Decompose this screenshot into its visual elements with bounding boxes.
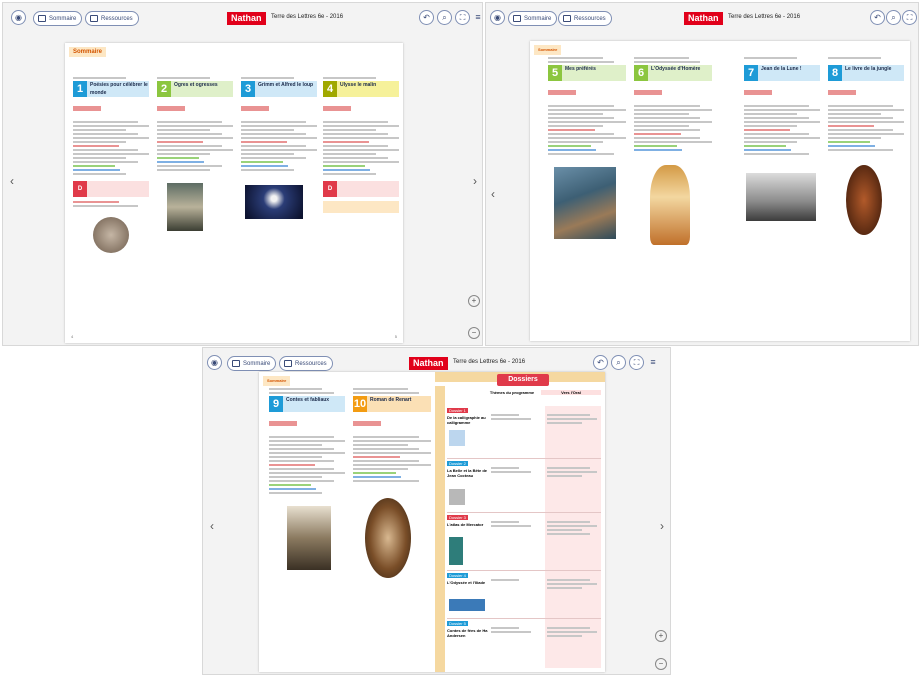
sommaire-button[interactable] bbox=[33, 11, 82, 26]
zoom-in-icon[interactable]: + bbox=[468, 295, 480, 307]
page-spread-1: Sommaire 1 Poésies pour célébrer le monde D 2 Ogres et ogresses 3 Grimm et Alfred le loup 4 Ulysse le malin D 4 5 bbox=[65, 43, 403, 343]
toolbar bbox=[486, 3, 918, 33]
illustration-image bbox=[365, 498, 411, 578]
chapter-heading[interactable]: 3 Grimm et Alfred le loup bbox=[241, 81, 317, 97]
book-icon[interactable]: ◉ bbox=[490, 10, 505, 25]
undo-icon[interactable]: ↶ bbox=[870, 10, 885, 25]
brand-logo: Nathan bbox=[684, 12, 723, 25]
chapter-heading[interactable]: 2 Ogres et ogresses bbox=[157, 81, 233, 97]
sommaire-button[interactable] bbox=[508, 11, 557, 26]
dossier-thumbnail bbox=[449, 537, 463, 565]
illustration-image bbox=[554, 167, 616, 239]
search-icon[interactable]: ⌕ bbox=[611, 355, 626, 370]
book-title: Terre des Lettres 6e - 2016 bbox=[271, 14, 344, 20]
ressources-label: Ressources bbox=[574, 16, 606, 22]
dossier-heading: D bbox=[73, 181, 149, 197]
page-spread-2 bbox=[530, 41, 910, 341]
viewer-panel-3 bbox=[202, 347, 671, 675]
list-icon bbox=[513, 15, 521, 22]
chevron-right-icon[interactable]: › bbox=[660, 519, 664, 533]
dossier-row[interactable]: Dossier 1 De la calligraphie au calligramme bbox=[447, 408, 601, 456]
ressources-button[interactable] bbox=[85, 11, 139, 26]
ressources-label: Ressources bbox=[295, 361, 327, 367]
folder-icon bbox=[90, 15, 98, 22]
dossier-row[interactable]: Dossier 5 Contes de fées de Ha Andersen bbox=[447, 618, 601, 669]
chapter-column bbox=[241, 75, 317, 219]
chapter-heading[interactable]: 4 Ulysse le malin bbox=[323, 81, 399, 97]
undo-icon[interactable]: ↶ bbox=[593, 355, 608, 370]
brand-logo: Nathan bbox=[409, 357, 448, 370]
chapter-column bbox=[323, 75, 399, 213]
illustration-image bbox=[245, 185, 303, 219]
page-tab: Sommaire bbox=[263, 376, 290, 386]
dossier-row[interactable]: Dossier 4 L'Odyssée et l'Iliade bbox=[447, 570, 601, 617]
book-title: Terre des Lettres 6e - 2016 bbox=[728, 14, 801, 20]
book-title: Terre des Lettres 6e - 2016 bbox=[453, 359, 526, 365]
fullscreen-icon[interactable]: ⛶ bbox=[629, 355, 644, 370]
ressources-button[interactable] bbox=[279, 356, 333, 371]
dossier-thumbnail bbox=[449, 430, 465, 446]
chevron-right-icon[interactable]: › bbox=[473, 174, 477, 188]
header-oral: Vers l'Oral bbox=[541, 390, 601, 395]
chapter-column bbox=[157, 75, 233, 231]
table-header bbox=[489, 390, 601, 406]
chapter-heading[interactable]: 5 Mes préférés bbox=[548, 65, 626, 81]
chapter-column bbox=[548, 55, 626, 239]
search-icon[interactable]: ⌕ bbox=[437, 10, 452, 25]
list-icon bbox=[38, 15, 46, 22]
chapter-heading[interactable]: 10 Roman de Renart bbox=[353, 396, 431, 412]
chapter-column bbox=[269, 386, 345, 570]
illustration-image bbox=[846, 165, 882, 235]
brand-logo: Nathan bbox=[227, 12, 266, 25]
dossier-thumbnail bbox=[449, 489, 465, 505]
book-icon[interactable]: ◉ bbox=[207, 355, 222, 370]
viewer-panel-1 bbox=[2, 2, 483, 346]
chapter-heading[interactable]: 1 Poésies pour célébrer le monde bbox=[73, 81, 149, 97]
book-icon[interactable]: ◉ bbox=[11, 10, 26, 25]
chapter-heading[interactable]: 9 Contes et fabliaux bbox=[269, 396, 345, 412]
dossier-row[interactable]: Dossier 3 L'atlas de Mercator bbox=[447, 512, 601, 569]
page-spread-3 bbox=[259, 372, 605, 672]
folder-icon bbox=[563, 15, 571, 22]
illustration-image bbox=[650, 165, 690, 245]
ressources-label: Ressources bbox=[101, 16, 133, 22]
chapter-column bbox=[73, 75, 149, 253]
undo-icon[interactable]: ↶ bbox=[419, 10, 434, 25]
chapter-column bbox=[744, 55, 820, 221]
header-theme: Thèmes du programme bbox=[489, 390, 535, 395]
menu-icon[interactable]: ≡ bbox=[475, 12, 481, 22]
chapter-heading[interactable]: 8 Le livre de la jungle bbox=[828, 65, 904, 81]
ressources-button[interactable] bbox=[558, 11, 612, 26]
search-icon[interactable]: ⌕ bbox=[886, 10, 901, 25]
dossier-heading: D bbox=[323, 181, 399, 197]
sommaire-button[interactable] bbox=[227, 356, 276, 371]
folder-icon bbox=[284, 360, 292, 367]
list-icon bbox=[232, 360, 240, 367]
chevron-left-icon[interactable]: ‹ bbox=[210, 519, 214, 533]
chapter-heading[interactable]: 7 Jean de la Lune ! bbox=[744, 65, 820, 81]
sommaire-label: Sommaire bbox=[49, 16, 77, 22]
chapter-heading[interactable]: 6 L'Odyssée d'Homère bbox=[634, 65, 712, 81]
menu-icon[interactable]: ≡ bbox=[650, 357, 656, 367]
illustration-image bbox=[287, 506, 331, 570]
toolbar bbox=[3, 3, 482, 33]
sommaire-label: Sommaire bbox=[524, 16, 552, 22]
chapter-column bbox=[353, 386, 431, 578]
viewer-panel-2 bbox=[485, 2, 919, 346]
zoom-out-icon[interactable]: − bbox=[655, 658, 667, 670]
chevron-left-icon[interactable]: ‹ bbox=[10, 174, 14, 188]
fullscreen-icon[interactable]: ⛶ bbox=[455, 10, 470, 25]
chapter-column bbox=[828, 55, 904, 235]
chevron-left-icon[interactable]: ‹ bbox=[491, 187, 495, 201]
zoom-out-icon[interactable]: − bbox=[468, 327, 480, 339]
zoom-in-icon[interactable]: + bbox=[655, 630, 667, 642]
illustration-image bbox=[746, 173, 816, 221]
dossiers-page bbox=[435, 372, 605, 672]
page-tab: Sommaire bbox=[534, 45, 561, 55]
sommaire-label: Sommaire bbox=[243, 361, 271, 367]
illustration-image bbox=[167, 183, 203, 231]
chapter-column bbox=[634, 55, 712, 245]
page-tab: Sommaire bbox=[69, 47, 106, 57]
dossier-thumbnail bbox=[449, 599, 485, 611]
dossier-row[interactable]: Dossier 2 La Belle et la Bête de Jean Cocteau bbox=[447, 458, 601, 511]
fullscreen-icon[interactable]: ⛶ bbox=[902, 10, 917, 25]
illustration-image bbox=[93, 217, 129, 253]
dossiers-title: Dossiers bbox=[497, 374, 549, 386]
